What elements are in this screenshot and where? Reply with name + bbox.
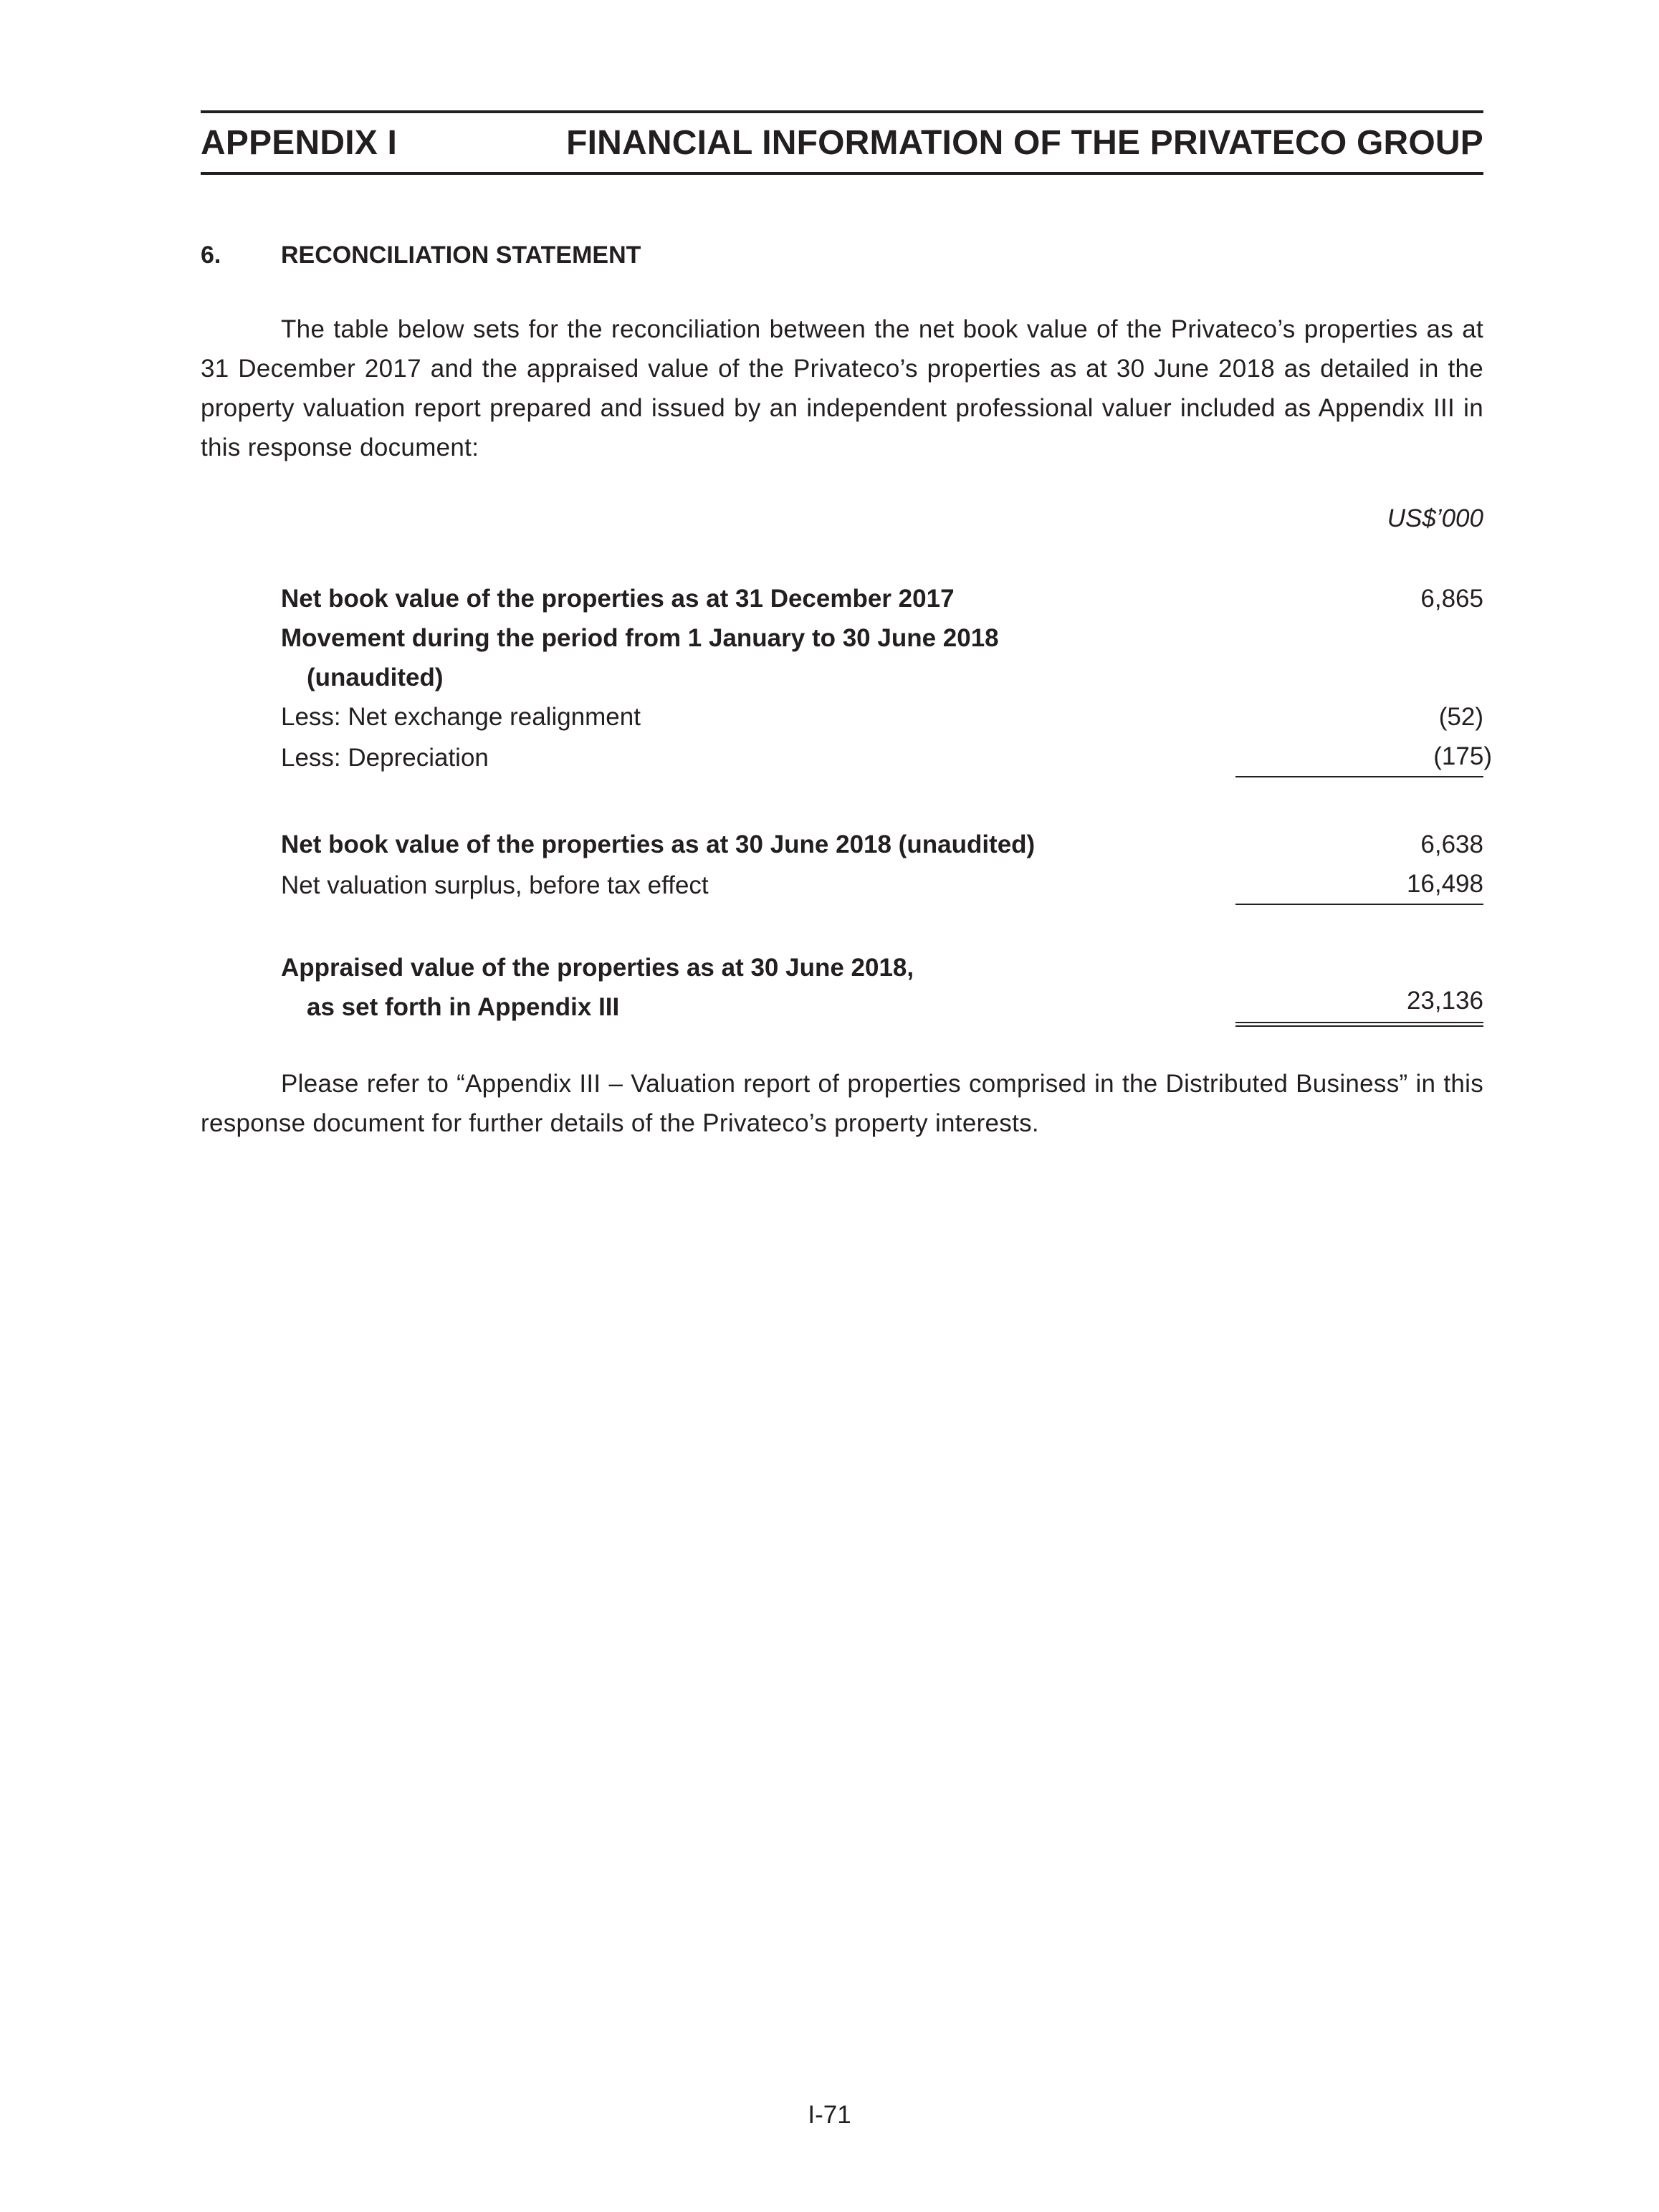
row-label bbox=[281, 618, 1235, 697]
table-row-depreciation bbox=[201, 737, 1492, 777]
row-label: Net valuation surplus, before tax effect bbox=[281, 871, 709, 899]
row-label: Net book value of the properties as at 30 June 2018 (unaudited) bbox=[281, 830, 1036, 858]
table-row-nbv-2017 bbox=[201, 579, 1483, 618]
row-amount: 6,865 bbox=[1420, 585, 1483, 613]
spacer bbox=[201, 905, 1483, 948]
row-label-continuation: as set forth in Appendix III bbox=[307, 993, 620, 1021]
page-header bbox=[201, 110, 1483, 175]
row-amount: 23,136 bbox=[1235, 981, 1483, 1027]
row-amount bbox=[1235, 737, 1492, 777]
document-page bbox=[201, 110, 1492, 1143]
table-row-exchange bbox=[201, 697, 1483, 737]
section-number: 6. bbox=[201, 241, 221, 269]
table-row-appraised bbox=[201, 948, 1483, 1027]
appendix-title: FINANCIAL INFORMATION OF THE PRIVATECO GROUP bbox=[566, 124, 1483, 162]
closing-paragraph: Please refer to “Appendix III – Valuation report of properties comprised in the Distributed Business” in this response document for further details of the Privateco’s property interests. bbox=[201, 1070, 1483, 1137]
row-label bbox=[281, 948, 1235, 1027]
row-label-line: Appraised value of the properties as at 30 June 2018, bbox=[281, 954, 914, 982]
row-amount: 16,498 bbox=[1235, 864, 1483, 905]
reconciliation-table bbox=[201, 499, 1492, 1027]
section-heading bbox=[201, 241, 1483, 269]
table-row-surplus bbox=[201, 864, 1483, 905]
currency-unit: US$’000 bbox=[1387, 504, 1483, 532]
row-amount: (52) bbox=[1438, 703, 1483, 731]
table-row-nbv-2018 bbox=[201, 825, 1483, 864]
page-number: I-71 bbox=[808, 2101, 851, 2129]
appendix-label: APPENDIX I bbox=[201, 124, 398, 162]
section-title: RECONCILIATION STATEMENT bbox=[281, 241, 641, 269]
spacer bbox=[201, 777, 1483, 825]
row-amount-value: (175) bbox=[1433, 742, 1492, 770]
row-label-continuation: (unaudited) bbox=[307, 664, 444, 691]
table-row-movement bbox=[201, 618, 1483, 697]
row-label: Net book value of the properties as at 31 December 2017 bbox=[281, 585, 955, 613]
row-label: Less: Net exchange realignment bbox=[281, 703, 641, 731]
intro-paragraph: The table below sets for the reconciliation between the net book value of the Privateco’s properties as at 31 December 2017 and the appraised value of the Privateco’s properties as at 30 June 2018 as detailed in the property valuation report prepared and issued by an independent professional valuer included as Appendix III in this response document: bbox=[201, 315, 1483, 461]
row-label-line: Movement during the period from 1 January to 30 June 2018 bbox=[281, 624, 999, 652]
row-amount: 6,638 bbox=[1420, 830, 1483, 858]
row-label: Less: Depreciation bbox=[281, 744, 489, 772]
